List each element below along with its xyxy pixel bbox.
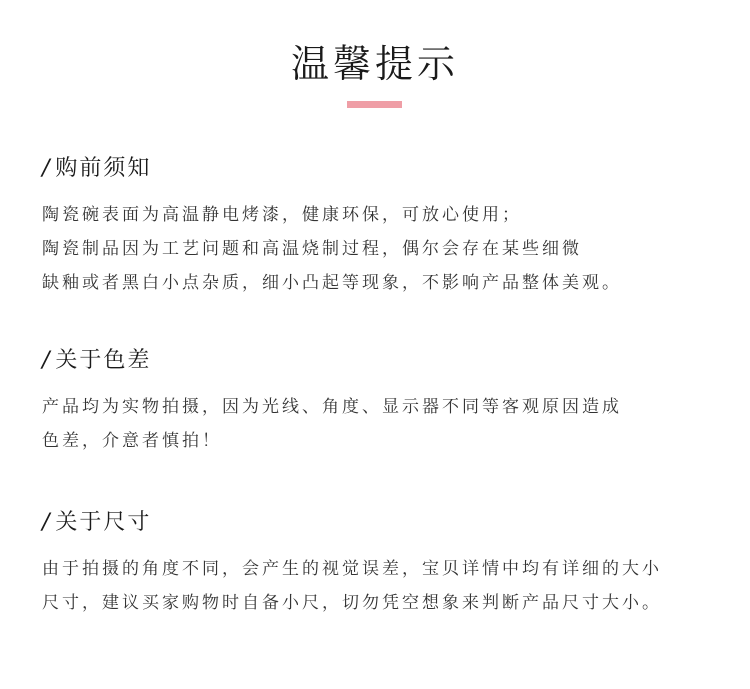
body-line: 陶瓷碗表面为高温静电烤漆，健康环保，可放心使用； [42, 205, 522, 225]
body-line: 尺寸，建议买家购物时自备小尺，切勿凭空想象来判断产品尺寸大小。 [42, 593, 662, 613]
section-heading [42, 154, 732, 184]
section-purchase-notice [42, 154, 732, 300]
body-line: 陶瓷制品因为工艺问题和高温烧制过程，偶尔会存在某些细微 [42, 239, 582, 259]
body-line: 由于拍摄的角度不同，会产生的视觉误差，宝贝详情中均有详细的大小 [42, 559, 662, 579]
section-heading [42, 346, 732, 376]
section-heading [42, 508, 732, 538]
heading-slash-marker: / [42, 348, 52, 373]
body-line: 色差，介意者慎拍！ [42, 431, 222, 451]
section-size [42, 508, 732, 620]
heading-slash-marker: / [42, 156, 52, 181]
section-body [42, 390, 732, 458]
page-title: 温馨提示 [290, 42, 459, 86]
body-line: 产品均为实物拍摄，因为光线、角度、显示器不同等客观原因造成 [42, 397, 622, 417]
body-line: 缺釉或者黑白小点杂质，细小凸起等现象，不影响产品整体美观。 [42, 273, 622, 293]
heading-slash-marker: / [42, 510, 52, 535]
section-body [42, 198, 732, 300]
section-body [42, 552, 732, 620]
section-heading-text: 关于尺寸 [55, 510, 152, 535]
section-heading-text: 关于色差 [55, 348, 152, 373]
section-heading-text: 购前须知 [55, 156, 152, 181]
title-underline [347, 101, 402, 108]
section-color-difference [42, 346, 732, 458]
